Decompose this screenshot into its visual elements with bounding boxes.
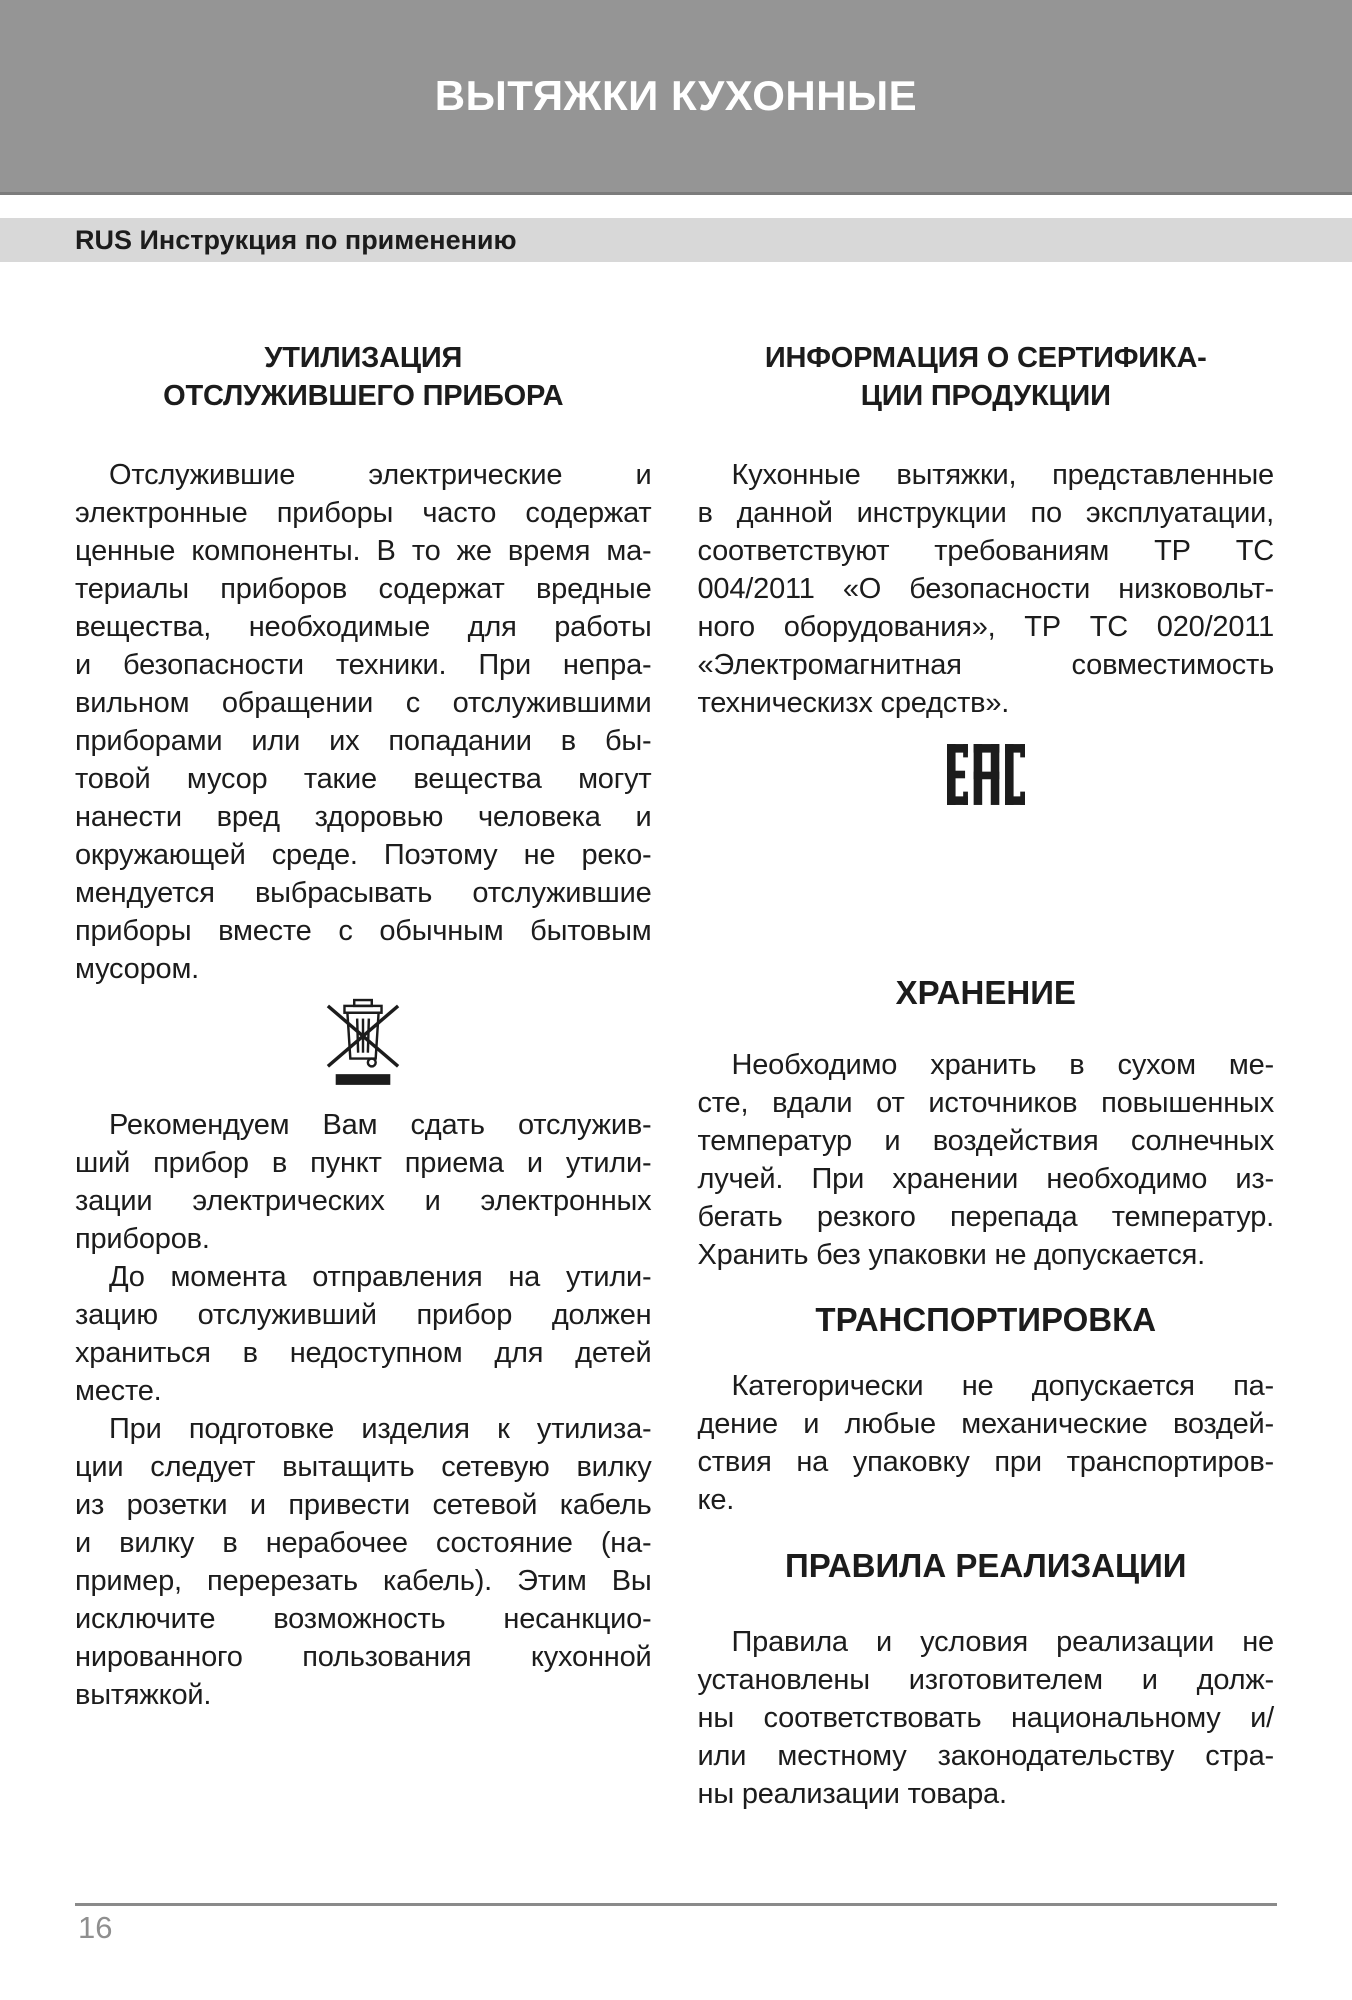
text-line: окружающей среде. Поэтому не реко-: [75, 839, 652, 871]
text-line: вытяжкой.: [75, 1679, 212, 1711]
utilization-paragraph-4: [75, 1410, 652, 1714]
text-line: и вилку в нерабочее состояние (на-: [75, 1527, 652, 1559]
text-line: Хранить без упаковки не допускается.: [697, 1239, 1205, 1271]
page-title: ВЫТЯЖКИ КУХОННЫЕ: [434, 72, 918, 119]
text-line: температур и воздействия солнечных: [697, 1125, 1274, 1157]
sale-rules-paragraph: [698, 1623, 1275, 1813]
text-line: ший прибор в пункт приема и утили-: [75, 1147, 652, 1179]
text-line: Категорически не допускается па-: [731, 1370, 1274, 1402]
text-line: Кухонные вытяжки, представленные: [731, 459, 1274, 491]
text-line: ОТСЛУЖИВШЕГО ПРИБОРА: [163, 380, 564, 412]
text-line: бегать резкого перепада температур.: [697, 1201, 1274, 1233]
text-line: териалы приборов содержат вредные: [75, 573, 652, 605]
text-line: ИНФОРМАЦИЯ О СЕРТИФИКА-: [764, 342, 1207, 374]
eac-mark-block: [698, 744, 1275, 805]
text-line: техническизх средств».: [697, 687, 1010, 719]
utilization-paragraph-3: [75, 1258, 652, 1410]
text-line: приборов.: [75, 1223, 210, 1255]
text-line: приборы вместе с обычным бытовым: [75, 915, 652, 947]
heading-utilization: [75, 339, 652, 415]
eac-conformity-mark-icon: [947, 744, 1025, 805]
text-line: ции следует вытащить сетевую вилку: [75, 1451, 652, 1483]
text-line: электронные приборы часто содержат: [75, 497, 652, 529]
language-section-bar: [0, 218, 1352, 262]
text-line: Правила и условия реализации не: [731, 1626, 1274, 1658]
page-number: 16: [78, 1910, 113, 1945]
transport-paragraph: [698, 1367, 1275, 1519]
right-column: [698, 262, 1275, 1813]
language-section-label: RUS Инструкция по применению: [75, 224, 517, 255]
text-line: ны реализации товара.: [697, 1778, 1007, 1810]
text-line: ЦИИ ПРОДУКЦИИ: [860, 380, 1111, 412]
text-line: Отслужившие электрические и: [109, 459, 652, 491]
two-column-content: [0, 262, 1352, 1813]
text-line: мусором.: [75, 953, 200, 985]
text-line: «Электромагнитная совместимость: [697, 649, 1274, 681]
text-line: соответствуют требованиям ТР ТС: [697, 535, 1274, 567]
text-line: исключите возможность несанкцио-: [75, 1603, 652, 1635]
heading-certification: [698, 339, 1275, 415]
text-line: лучей. При хранении необходимо из-: [697, 1163, 1274, 1195]
weee-crossed-bin-icon: [324, 996, 402, 1086]
heading-sale-rules: ПРАВИЛА РЕАЛИЗАЦИИ: [784, 1547, 1187, 1584]
text-line: сте, вдали от источников повышенных: [697, 1087, 1274, 1119]
heading-storage: ХРАНЕНИЕ: [895, 974, 1076, 1011]
heading-transport: ТРАНСПОРТИРОВКА: [815, 1301, 1157, 1338]
text-line: ствия на упаковку при транспортиров-: [697, 1446, 1274, 1478]
text-line: товой мусор такие вещества могут: [75, 763, 652, 795]
footer-divider-line: [75, 1903, 1277, 1906]
text-line: и безопасности техники. При непра-: [75, 649, 652, 681]
page-header-band: [0, 0, 1352, 195]
text-line: пример, перерезать кабель). Этим Вы: [75, 1565, 652, 1597]
text-line: вещества, необходимые для работы: [75, 611, 652, 643]
text-line: храниться в недоступном для детей: [75, 1337, 652, 1369]
text-line: Необходимо хранить в сухом ме-: [731, 1049, 1274, 1081]
text-line: зации электрических и электронных: [75, 1185, 652, 1217]
text-line: При подготовке изделия к утилиза-: [109, 1413, 652, 1445]
text-line: дение и любые механические воздей-: [697, 1408, 1274, 1440]
utilization-paragraph-1: [75, 456, 652, 988]
text-line: УТИЛИЗАЦИЯ: [264, 342, 463, 374]
text-line: мендуется выбрасывать отслужившие: [75, 877, 652, 909]
text-line: или местному законодательству стра-: [697, 1740, 1274, 1772]
text-line: ценные компоненты. В то же время ма-: [75, 535, 652, 567]
text-line: месте.: [75, 1375, 162, 1407]
text-line: ного оборудования», ТР ТС 020/2011: [697, 611, 1274, 643]
storage-paragraph: [698, 1046, 1275, 1274]
utilization-paragraph-2: [75, 1106, 652, 1258]
text-line: в данной инструкции по эксплуатации,: [697, 497, 1274, 529]
text-line: вильном обращении с отслужившими: [75, 687, 652, 719]
text-line: зацию отслуживший прибор должен: [75, 1299, 652, 1331]
text-line: нанести вред здоровью человека и: [75, 801, 652, 833]
text-line: нированного пользования кухонной: [75, 1641, 652, 1673]
text-line: 004/2011 «О безопасности низковольт-: [697, 573, 1274, 605]
left-column: [75, 262, 652, 1813]
text-line: из розетки и привести сетевой кабель: [75, 1489, 652, 1521]
text-line: До момента отправления на утили-: [109, 1261, 652, 1293]
certification-paragraph: [698, 456, 1275, 722]
weee-icon-block: [75, 996, 652, 1088]
text-line: приборами или их попадании в бы-: [75, 725, 652, 757]
text-line: Рекомендуем Вам сдать отслужив-: [109, 1109, 652, 1141]
text-line: установлены изготовителем и долж-: [697, 1664, 1274, 1696]
text-line: ны соответствовать национальному и/: [697, 1702, 1274, 1734]
text-line: ке.: [697, 1484, 735, 1516]
